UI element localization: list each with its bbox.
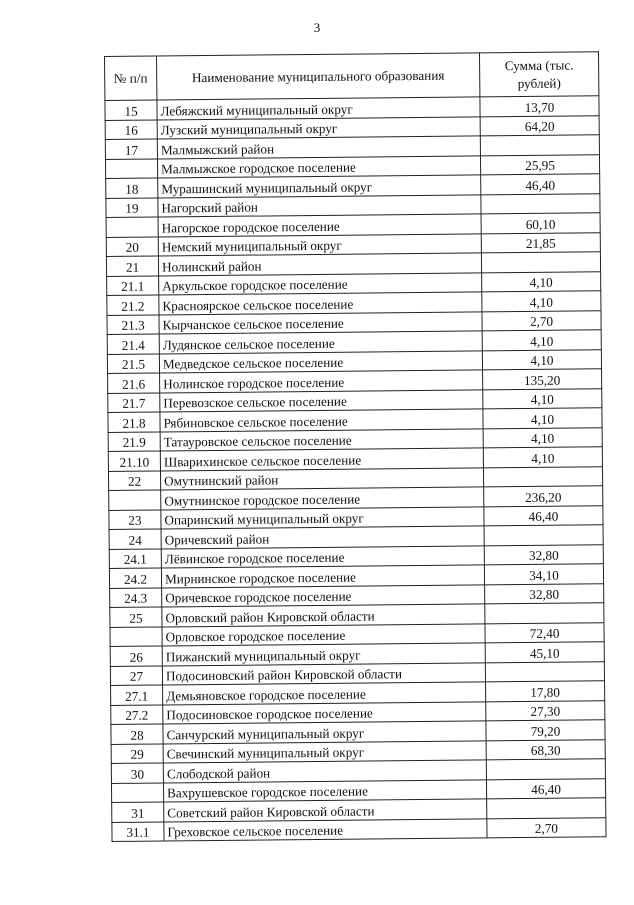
row-municipality-name: Орловский район Кировской области — [162, 604, 485, 627]
row-municipality-name: Лебяжский муниципальный округ — [157, 97, 480, 120]
row-number: 21.10 — [108, 451, 160, 471]
row-municipality-name: Малмыжское городское поселение — [157, 155, 480, 178]
row-sum: 4,10 — [482, 349, 601, 370]
row-municipality-name: Перевозское сельское поселение — [160, 389, 483, 412]
row-municipality-name: Шварихинское сельское поселение — [160, 448, 483, 471]
row-municipality-name: Нагорский район — [158, 194, 481, 217]
header-sum: Сумма (тыс. рублей) — [479, 52, 598, 97]
row-sum: 4,10 — [483, 408, 602, 429]
row-municipality-name: Мирнинское городское поселение — [161, 565, 484, 588]
row-number: 27.2 — [111, 704, 163, 724]
row-sum — [486, 759, 605, 780]
row-sum: 21,85 — [481, 232, 600, 253]
row-municipality-name: Демьяновское городское поселение — [163, 682, 486, 705]
row-number — [106, 217, 158, 237]
row-municipality-name: Советский район Кировской области — [164, 799, 487, 822]
row-sum: 46,40 — [486, 778, 605, 799]
row-municipality-name: Нагорское городское поселение — [158, 214, 481, 237]
row-number: 21.9 — [108, 431, 160, 451]
row-municipality-name: Вахрушевское городское поселение — [163, 779, 486, 802]
row-municipality-name: Красноярское сельское поселение — [159, 292, 482, 315]
row-number: 21.8 — [108, 412, 160, 432]
row-sum: 135,20 — [483, 369, 602, 390]
row-sum: 2,70 — [487, 817, 606, 838]
row-sum: 32,80 — [485, 583, 604, 604]
row-number: 24 — [109, 529, 161, 549]
row-municipality-name: Подосиновский район Кировской области — [162, 662, 485, 685]
row-sum: 68,30 — [486, 739, 605, 760]
row-municipality-name: Немский муниципальный округ — [158, 233, 481, 256]
row-sum: 25,95 — [480, 154, 599, 175]
row-number: 28 — [111, 724, 163, 744]
table-row — [112, 817, 606, 841]
row-sum: 17,80 — [486, 681, 605, 702]
row-number: 27.1 — [111, 685, 163, 705]
row-number: 22 — [108, 470, 160, 490]
row-number: 30 — [111, 763, 163, 783]
row-municipality-name: Пижанский муниципальный округ — [162, 643, 485, 666]
page-number: 3 — [313, 20, 321, 35]
row-municipality-name: Мурашинский муниципальный округ — [158, 175, 481, 198]
row-sum: 64,20 — [480, 115, 599, 136]
row-number: 15 — [105, 100, 157, 120]
row-number: 21.4 — [107, 334, 159, 354]
row-number: 21.2 — [107, 295, 159, 315]
row-number: 26 — [110, 646, 162, 666]
row-number — [105, 158, 157, 178]
row-number: 16 — [105, 119, 157, 139]
row-sum — [481, 193, 600, 214]
row-number: 21.3 — [107, 314, 159, 334]
row-sum — [484, 525, 603, 546]
row-number: 27 — [110, 665, 162, 685]
row-municipality-name: Рябиновское сельское поселение — [160, 409, 483, 432]
row-municipality-name: Оричевское городское поселение — [162, 584, 485, 607]
row-sum — [485, 603, 604, 624]
row-sum — [487, 798, 606, 819]
table-body — [105, 96, 606, 842]
funding-table-container — [104, 51, 607, 842]
row-sum: 4,10 — [482, 330, 601, 351]
row-number: 24.1 — [109, 548, 161, 568]
row-sum: 4,10 — [482, 271, 601, 292]
header-number: № п/п — [105, 56, 157, 100]
row-number: 19 — [106, 197, 158, 217]
row-sum — [480, 135, 599, 156]
row-municipality-name: Греховское сельское поселение — [164, 818, 487, 841]
table-header-row — [105, 52, 599, 101]
row-sum: 4,10 — [482, 291, 601, 312]
row-sum — [481, 252, 600, 273]
header-name: Наименование муниципального образования — [157, 53, 480, 100]
row-municipality-name: Омутнинский район — [160, 467, 483, 490]
row-sum — [485, 661, 604, 682]
row-number: 21.5 — [107, 353, 159, 373]
row-number: 25 — [110, 607, 162, 627]
row-number: 31 — [112, 802, 164, 822]
row-number: 21.1 — [107, 275, 159, 295]
funding-table — [104, 51, 607, 842]
row-number: 20 — [106, 236, 158, 256]
row-municipality-name: Оричевский район — [161, 526, 484, 549]
row-sum: 72,40 — [485, 622, 604, 643]
row-sum: 2,70 — [482, 310, 601, 331]
row-number: 17 — [105, 139, 157, 159]
row-municipality-name: Лёвинское городское поселение — [161, 545, 484, 568]
row-number: 31.1 — [112, 821, 164, 841]
row-number: 24.3 — [110, 587, 162, 607]
row-sum: 46,40 — [481, 174, 600, 195]
row-municipality-name: Кырчанское сельское поселение — [159, 311, 482, 334]
row-municipality-name: Лудянское сельское поселение — [159, 331, 482, 354]
row-municipality-name: Слободской район — [163, 760, 486, 783]
row-number: 29 — [111, 743, 163, 763]
row-sum: 13,70 — [480, 96, 599, 117]
row-municipality-name: Малмыжский район — [157, 136, 480, 159]
row-municipality-name: Свечинский муниципальный округ — [163, 740, 486, 763]
row-sum: 4,10 — [483, 388, 602, 409]
row-sum: 60,10 — [481, 213, 600, 234]
row-number — [109, 490, 161, 510]
row-municipality-name: Нолинское городское поселение — [160, 370, 483, 393]
row-number — [111, 782, 163, 802]
row-number: 21 — [106, 256, 158, 276]
row-sum: 45,10 — [485, 642, 604, 663]
row-municipality-name: Нолинский район — [158, 253, 481, 276]
row-municipality-name: Опаринский муниципальный округ — [161, 506, 484, 529]
row-sum: 79,20 — [486, 720, 605, 741]
row-number: 21.6 — [108, 373, 160, 393]
row-number: 24.2 — [109, 568, 161, 588]
row-municipality-name: Орловское городское поселение — [162, 623, 485, 646]
row-sum: 32,80 — [484, 544, 603, 565]
row-municipality-name: Подосиновское городское поселение — [163, 701, 486, 724]
row-municipality-name: Лузский муниципальный округ — [157, 116, 480, 139]
row-number: 21.7 — [108, 392, 160, 412]
row-municipality-name: Аркульское городское поселение — [159, 272, 482, 295]
row-sum: 236,20 — [484, 486, 603, 507]
row-sum: 46,40 — [484, 505, 603, 526]
row-municipality-name: Омутнинское городское поселение — [161, 487, 484, 510]
row-municipality-name: Татауровское сельское поселение — [160, 428, 483, 451]
row-sum: 4,10 — [483, 447, 602, 468]
row-sum: 4,10 — [483, 427, 602, 448]
row-number — [110, 626, 162, 646]
row-municipality-name: Медведское сельское поселение — [159, 350, 482, 373]
row-sum: 34,10 — [484, 564, 603, 585]
row-sum — [483, 466, 602, 487]
row-number: 18 — [106, 178, 158, 198]
row-number: 23 — [109, 509, 161, 529]
row-municipality-name: Санчурский муниципальный округ — [163, 721, 486, 744]
row-sum: 27,30 — [486, 700, 605, 721]
